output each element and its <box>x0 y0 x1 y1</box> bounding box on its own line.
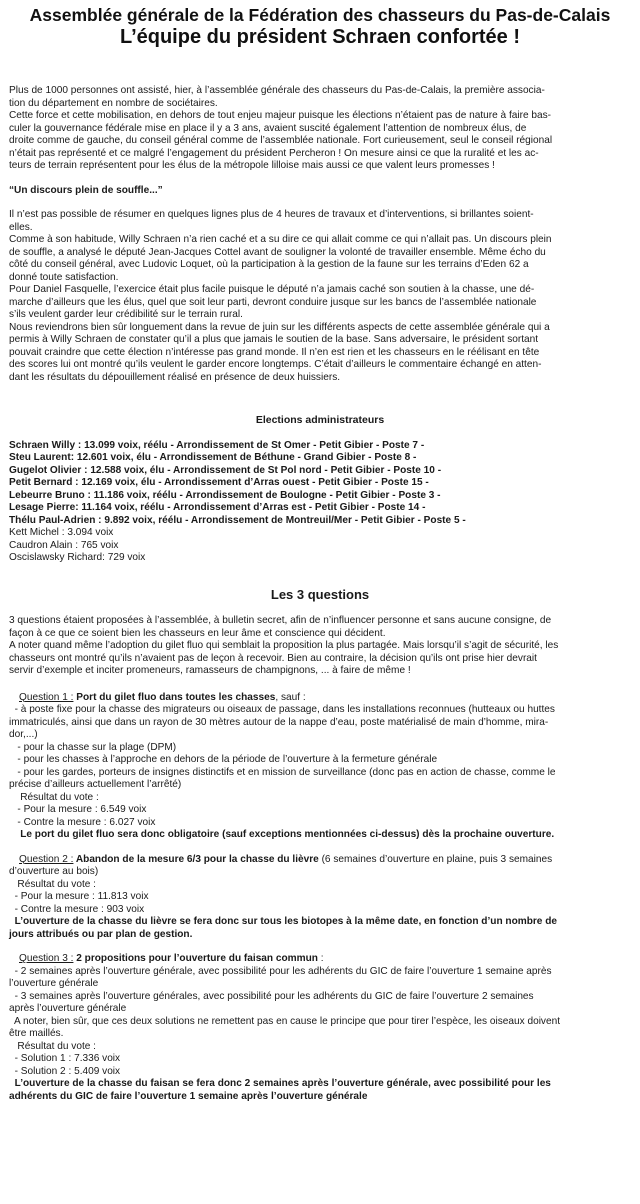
text-line: teurs de terrain représentent pour les élus de la métropole lilloise mais aussi ce que valent leurs promesses ! <box>9 160 495 171</box>
question-label: Question 2 : <box>19 853 74 865</box>
text-line: culer la gouvernance fédérale mise en place il y a 3 ans, avaient suscité également l’attention de nombreux élus, de <box>9 122 527 134</box>
text-line: - pour la chasse sur la plage (DPM) <box>9 741 177 753</box>
question-3 <box>9 953 631 1103</box>
elected-line: Petit Bernard : 12.169 voix, élu - Arrondissement d’Arras ouest - Petit Gibier - Poste 15 - <box>9 477 429 488</box>
question-conclusion: L’ouverture de la chasse du faisan se fera donc 2 semaines après l’ouverture générale, avec possibilité pour les <box>9 1078 551 1089</box>
text-line: précise d’ailleurs actuellement l’arrêté) <box>9 779 182 790</box>
text-line: servir d’exemple et inciter promeneurs, ramasseurs de champignons, ... à faire de même ! <box>9 665 411 676</box>
question-conclusion: L’ouverture de la chasse du lièvre se fera donc sur tous les biotopes à la même date, en fonction d’un nombre de <box>9 916 558 927</box>
question-title: 2 propositions pour l’ouverture du faisan commun <box>73 953 318 964</box>
text-line: - pour les chasses à l’approche en dehors de la période de l’ouverture à la fermeture générale <box>9 754 438 765</box>
text-line: elles. <box>9 221 33 233</box>
section-heading-discours: “Un discours plein de souffle...” <box>9 184 163 196</box>
article-body <box>0 49 640 1103</box>
text-line: donné toute satisfaction. <box>9 271 119 283</box>
question-title: Abandon de la mesure 6/3 pour la chasse du lièvre <box>73 853 319 865</box>
candidate-line: Caudron Alain : 765 voix <box>9 539 119 551</box>
text-line: immatriculés, ainsi que dans un rayon de 30 mètres autour de la nappe d’eau, poste matérialisé de main d’homme, mira- <box>9 716 549 728</box>
text-line: - 2 semaines après l’ouverture générale, avec possibilité pour les adhérents du GIC de faire l’ouverture 1 semaine après <box>9 965 552 977</box>
text-line: Résultat du vote : <box>9 878 96 890</box>
text-line: Nous reviendrons bien sûr longuement dans la revue de juin sur les différents aspects de cette assemblée générale qui a <box>9 321 550 333</box>
text-line: Comme à son habitude, Willy Schraen n’a rien caché et a su dire ce qui allait comme ce qui n’allait pas. Un discours plein <box>9 234 552 245</box>
elected-line: Steu Laurent: 12.601 voix, élu - Arrondissement de Béthune - Grand Gibier - Poste 8 - <box>9 452 417 463</box>
elections-heading: Elections administrateurs <box>255 414 385 426</box>
text-line: pouvait craindre que cette élection n’intéresse pas grand monde. Il n’en est rien et les chasseurs en le réélisant en tête <box>9 346 540 358</box>
elected-line: Gugelot Olivier : 12.588 voix, élu - Arrondissement de St Pol nord - Petit Gibier - Poste 10 - <box>9 464 442 476</box>
text-line: façon à ce que ce soient bien les chasseurs en leur âme et conscience qui décident. <box>9 627 386 639</box>
text-line: Il n’est pas possible de résumer en quelques lignes plus de 4 heures de travaux et d’interventions, si brillantes soient- <box>9 209 534 220</box>
text-line: - Pour la mesure : 11.813 voix <box>9 891 149 902</box>
question-conclusion: jours attribués ou par plan de gestion. <box>9 928 193 940</box>
text-line: - Contre la mesure : 903 voix <box>9 903 145 915</box>
question-2 <box>9 854 631 942</box>
text-line: A noter quand même l’adoption du gilet fluo qui semblait la proposition la plus partagée. Mais lorsqu’il s’agit de sécurité, les <box>9 640 559 651</box>
questions-heading: Les 3 questions <box>270 586 370 602</box>
question-title-tail: : <box>317 953 324 964</box>
intro-paragraph <box>9 85 631 173</box>
text-line: chasseurs ont montré qu’ils n’avaient pas de leçon à recevoir. Bien au contraire, la décision qu’ils ont prise hier devrait <box>9 652 537 664</box>
text-line: Plus de 1000 personnes ont assisté, hier, à l’assemblée générale des chasseurs du Pas-de-Calais, la première associa- <box>9 85 545 96</box>
text-line: l’ouverture générale <box>9 978 99 989</box>
text-line: s’ils veulent garder leur crédibilité sur le terrain rural. <box>9 309 243 320</box>
text-line: permis à Willy Schraen de constater qu’il a plus que jamais le soutien de la base. Sans adversaire, le président sortant <box>9 334 539 345</box>
elections-results <box>9 440 631 565</box>
elected-line: Lesage Pierre: 11.164 voix, réélu - Arrondissement d’Arras est - Petit Gibier - Poste 14 - <box>9 502 426 513</box>
text-line: - pour les gardes, porteurs de insignes distinctifs et en mission de surveillance (donc pas en action de chasse, comme le <box>9 766 556 778</box>
text-line: dant les résultats du dépouillement réalisé en présence de deux huissiers. <box>9 371 341 383</box>
question-title-tail: , sauf : <box>275 691 306 703</box>
text-line: Résultat du vote : <box>9 791 99 803</box>
question-1 <box>9 692 631 842</box>
question-conclusion: adhérents du GIC de faire l’ouverture 1 semaine après l’ouverture générale <box>9 1090 368 1102</box>
elected-line: Schraen Willy : 13.099 voix, réélu - Arrondissement de St Omer - Petit Gibier - Poste 7 - <box>9 439 425 451</box>
text-line: A noter, bien sûr, que ces deux solutions ne remettent pas en cause le principe que pour tirer l’espèce, les oiseaux doivent <box>9 1015 561 1027</box>
text-line: Cette force et cette mobilisation, en dehors de tout enjeu majeur puisque les élections n’étaient pas de nature à faire bas- <box>9 110 552 121</box>
text-line: 3 questions étaient proposées à l’assemblée, à bulletin secret, afin de n’influencer personne et sans aucune consigne, de <box>9 615 552 626</box>
candidate-line: Oscislawsky Richard: 729 voix <box>9 552 146 563</box>
questions-intro <box>9 615 631 678</box>
question-label: Question 3 : <box>19 953 74 964</box>
candidate-line: Kett Michel : 3.094 voix <box>9 527 114 538</box>
text-line: être maillés. <box>9 1028 64 1039</box>
text-line: d’ouverture au bois) <box>9 866 99 877</box>
text-line: - Solution 2 : 5.409 voix <box>9 1065 121 1077</box>
elected-line: Thélu Paul-Adrien : 9.892 voix, réélu - Arrondissement de Montreuil/Mer - Petit Gibier - Poste 5 - <box>9 514 466 526</box>
question-label: Question 1 : <box>19 691 74 703</box>
text-line: - Pour la mesure : 6.549 voix <box>9 804 147 815</box>
question-title-tail: (6 semaines d’ouverture en plaine, puis 3 semaines <box>318 853 553 865</box>
text-line: côté du conseil général, avec Ludovic Loquet, où la participation à la gestion de la faune sur les terrains d’Eden 62 a <box>9 259 529 270</box>
text-line: de souffle, a analysé le député Jean-Jacques Cottel avant de souligner la volonté de travailler ensemble. Même écho du <box>9 246 546 258</box>
text-line: - Solution 1 : 7.336 voix <box>9 1053 121 1064</box>
question-title: Port du gilet fluo dans toutes les chasses <box>73 691 276 703</box>
text-line: dor,...) <box>9 729 38 740</box>
elected-line: Lebeurre Bruno : 11.186 voix, réélu - Arrondissement de Boulogne - Petit Gibier - Poste 3 - <box>9 489 441 501</box>
text-line: - Contre la mesure : 6.027 voix <box>9 816 156 828</box>
text-line: - à poste fixe pour la chasse des migrateurs ou oiseaux de passage, dans les installations reconnues (hutteaux ou huttes <box>9 704 555 715</box>
text-line: tion du département en nombre de sociétaires. <box>9 97 218 109</box>
text-line: n’était pas représenté et ce malgré l’engagement du président Percheron ! On mesure ainsi ce que la ruralité et les ac- <box>9 147 539 159</box>
text-line: Pour Daniel Fasquelle, l’exercice était plus facile puisque le député n’a jamais caché son soutien à la chasse, une dé- <box>9 284 535 295</box>
headline-line-2: L’équipe du président Schraen confortée ! <box>119 26 521 48</box>
text-line: marche d’ailleurs que les élus, quel que soit leur parti, devront conduire jusque sur les bancs de l’assemblée nationale <box>9 296 537 308</box>
text-line: droite comme de gauche, du conseil général comme de l’assemblée nationale. Fort curieusement, seul le conseil régional <box>9 135 553 146</box>
headline-line-1: Assemblée générale de la Fédération des chasseurs du Pas-de-Calais <box>29 5 611 25</box>
discours-paragraph <box>9 209 631 384</box>
text-line: des scores lui ont montré qu’ils veulent le garder encore longtemps. C’était d’ailleurs le commentaire échangé en atten- <box>9 359 542 370</box>
question-conclusion: Le port du gilet fluo sera donc obligatoire (sauf exceptions mentionnées ci-dessus) dès la prochaine ouverture. <box>9 829 555 840</box>
text-line: - 3 semaines après l’ouverture générales, avec possibilité pour les adhérents du GIC de faire l’ouverture 2 semaines <box>9 990 534 1002</box>
text-line: après l’ouverture générale <box>9 1003 127 1014</box>
text-line: Résultat du vote : <box>9 1040 96 1052</box>
